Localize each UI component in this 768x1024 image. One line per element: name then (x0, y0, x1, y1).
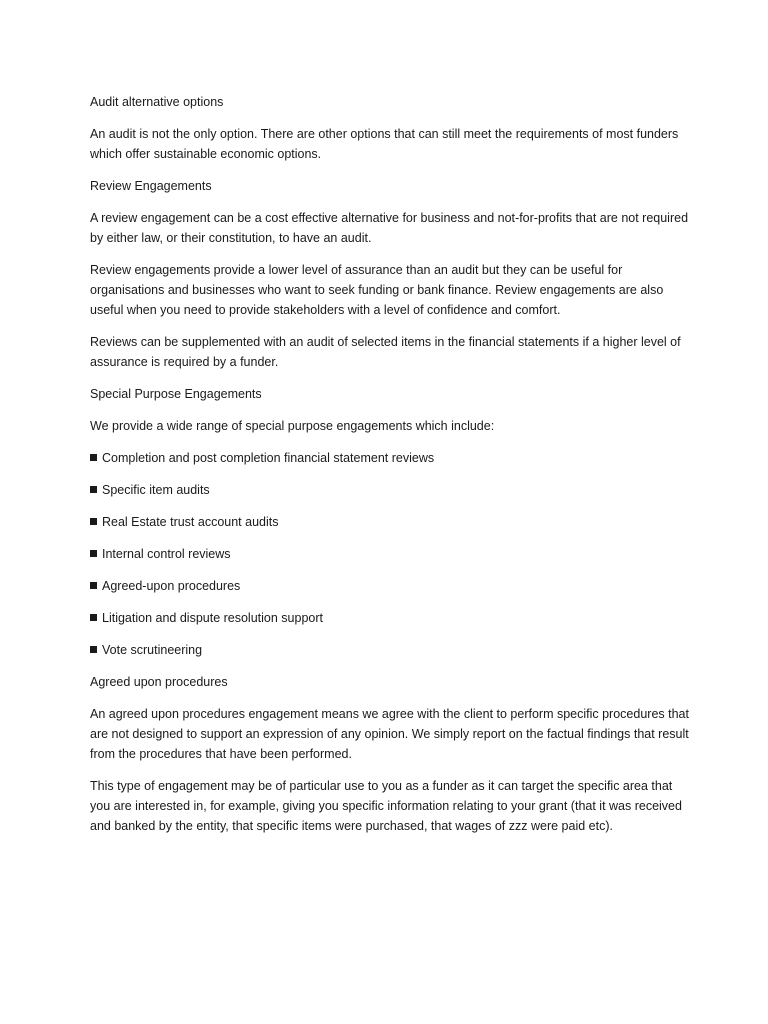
paragraph-review-1: A review engagement can be a cost effective alternative for business and not-for-profits that are not required by either law, or their constitution, to have an audit. (90, 211, 689, 245)
paragraph-agreed-2: This type of engagement may be of particular use to you as a funder as it can target the specific area that you are interested in, for example, giving you specific information relating to your grant (that it was received and banked by the entity, that specific items were purchased, that wages of zzz were paid etc). (90, 779, 682, 833)
paragraph-special-intro: We provide a wide range of special purpose engagements which include: (90, 419, 495, 433)
bullet-item (90, 544, 690, 564)
bullet-text: Real Estate trust account audits (102, 515, 279, 529)
bullet-text: Internal control reviews (102, 547, 231, 561)
paragraph-agreed-1: An agreed upon procedures engagement means we agree with the client to perform specific procedures that are not designed to support an expression of any opinion. We simply report on the factual findings that result from the procedures that have been performed. (90, 707, 689, 761)
bullet-item (90, 480, 690, 500)
paragraph-review-2: Review engagements provide a lower level of assurance than an audit but they can be useful for organisations and businesses who want to seek funding or bank finance. Review engagements are also useful when you need to provide stakeholders with a level of confidence and comfort. (90, 263, 664, 317)
heading-special-purpose: Special Purpose Engagements (90, 387, 262, 401)
bullet-item (90, 576, 690, 596)
square-bullet-icon (90, 518, 97, 525)
bullet-text: Agreed-upon procedures (102, 579, 241, 593)
square-bullet-icon (90, 550, 97, 557)
square-bullet-icon (90, 614, 97, 621)
bullet-text: Completion and post completion financial statement reviews (102, 451, 435, 465)
bullet-text: Litigation and dispute resolution support (102, 611, 323, 625)
square-bullet-icon (90, 486, 97, 493)
bullet-item (90, 608, 690, 628)
heading-review-engagements: Review Engagements (90, 179, 212, 193)
bullet-text: Specific item audits (102, 483, 210, 497)
paragraph-intro: An audit is not the only option. There are other options that can still meet the requirements of most funders which offer sustainable economic options. (90, 127, 679, 161)
bullet-item (90, 512, 690, 532)
square-bullet-icon (90, 454, 97, 461)
bullet-item (90, 448, 690, 468)
square-bullet-icon (90, 582, 97, 589)
document-body (90, 92, 690, 848)
heading-agreed-upon: Agreed upon procedures (90, 675, 228, 689)
bullet-text: Vote scrutineering (102, 643, 203, 657)
square-bullet-icon (90, 646, 97, 653)
heading-audit-alternatives: Audit alternative options (90, 95, 224, 109)
paragraph-review-3: Reviews can be supplemented with an audit of selected items in the financial statements if a higher level of assurance is required by a funder. (90, 335, 681, 369)
bullet-item (90, 640, 690, 660)
